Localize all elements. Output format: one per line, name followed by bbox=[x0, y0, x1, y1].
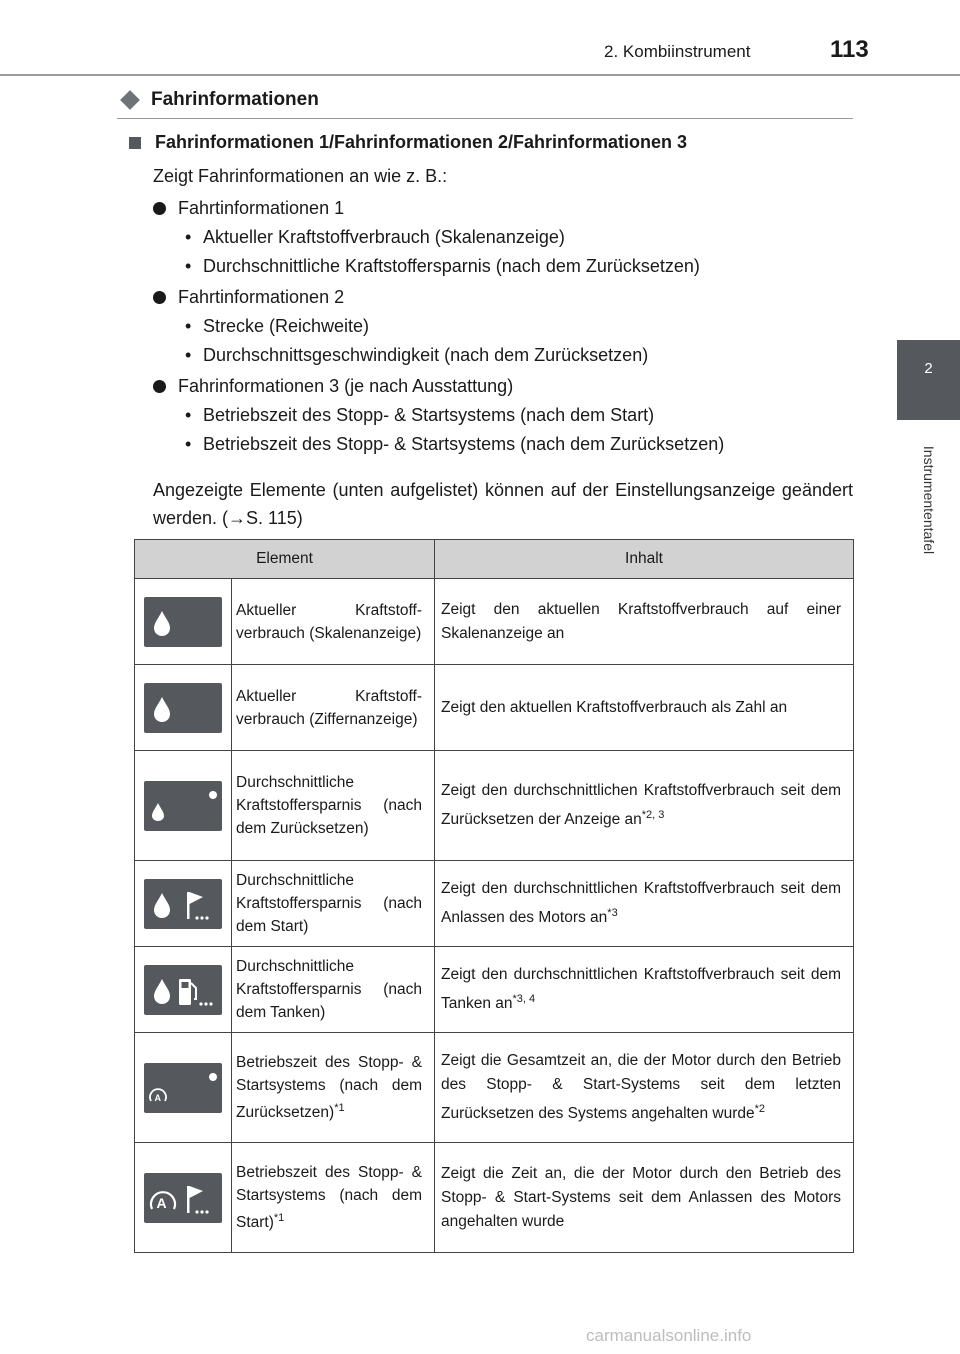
square-bullet-icon bbox=[129, 137, 141, 149]
watermark: carmanualsonline.info bbox=[586, 1326, 752, 1345]
svg-text:A: A bbox=[156, 1194, 167, 1211]
group-heading: Fahrtinformationen 2 bbox=[153, 287, 344, 308]
fuel-drop-icon bbox=[144, 683, 222, 733]
page-number: 113 bbox=[830, 36, 869, 63]
content-description: Zeigt den aktuellen Kraftstoffverbrauch als Zahl an bbox=[441, 698, 788, 716]
content-description: Zeigt den aktuellen Kraftstoffverbrauch auf einer Skalenanzeige an bbox=[441, 600, 841, 642]
content-description: Zeigt den durchschnittlichen Kraftstoffverbrauch seit dem Zurücksetzen der Anzeige an bbox=[441, 781, 841, 829]
circle-bullet-icon bbox=[153, 291, 166, 304]
subsection-heading-text: Fahrinformationen 1/Fahrinformationen 2/Fahrinformationen 3 bbox=[155, 132, 688, 152]
table-row bbox=[135, 1143, 854, 1253]
footnote-marker: *1 bbox=[273, 1211, 285, 1224]
element-label: Durchschnittliche Kraftstoffersparnis (nach dem Zurücksetzen) bbox=[236, 774, 422, 837]
table-row bbox=[135, 751, 854, 861]
element-label: Betriebszeit des Stopp- & Startsystems (nach dem Start) bbox=[236, 1163, 422, 1232]
element-label: Durchschnittliche Kraftstoffersparnis (nach dem Start) bbox=[236, 872, 422, 935]
fuel-drop-icon bbox=[144, 597, 222, 647]
group-heading: Fahrinformationen 3 (je nach Ausstattung) bbox=[153, 376, 513, 397]
content-description: Zeigt die Zeit an, die der Motor durch den Betrieb des Stopp- & Start-Systems seit dem Anlassen des Motors angehalten wurde bbox=[441, 1164, 841, 1230]
header-divider bbox=[0, 74, 960, 76]
list-item: • Betriebszeit des Stopp- & Startsystems (nach dem Start) bbox=[185, 405, 655, 425]
footnote-marker: *2, 3 bbox=[641, 808, 665, 821]
content-description: Zeigt die Gesamtzeit an, die der Motor durch den Betrieb des Stopp- & Start-Systems seit dem letzten Zurücksetzen des Systems angehalten wurde bbox=[441, 1051, 841, 1123]
circle-bullet-icon bbox=[153, 380, 166, 393]
footnote-marker: *3 bbox=[607, 906, 618, 919]
fuel-drop-flag-icon bbox=[144, 879, 222, 929]
chapter-tab bbox=[897, 340, 960, 420]
section-heading bbox=[117, 89, 319, 111]
table-header-inhalt: Inhalt bbox=[435, 540, 854, 579]
section-heading-divider bbox=[117, 118, 853, 119]
element-label: Durchschnittliche Kraftstoffersparnis (nach dem Tanken) bbox=[236, 958, 422, 1021]
section-heading-text: Fahrinformationen bbox=[151, 89, 319, 110]
table-row bbox=[135, 947, 854, 1033]
list-item: • Durchschnittliche Kraftstoffersparnis (nach dem Zurücksetzen) bbox=[185, 256, 700, 276]
element-label: Aktueller Kraftstoffverbrauch (Skalenanzeige) bbox=[236, 601, 422, 642]
list-item: • Betriebszeit des Stopp- & Startsystems (nach dem Zurücksetzen) bbox=[185, 434, 725, 454]
table-header-element: Element bbox=[135, 540, 435, 579]
table-row bbox=[135, 1033, 854, 1143]
diamond-bullet-icon bbox=[120, 90, 140, 110]
svg-text:A: A bbox=[154, 1092, 161, 1103]
info-table bbox=[134, 539, 854, 1253]
table-header-row bbox=[135, 540, 854, 579]
intro-text: Zeigt Fahrinformationen an wie z. B.: bbox=[153, 166, 448, 186]
chapter-tab-number: 2 bbox=[924, 360, 933, 377]
element-label: Betriebszeit des Stopp- & Startsystems (nach dem Zurücksetzen) bbox=[236, 1053, 422, 1122]
table-row bbox=[135, 861, 854, 947]
list-item: • Aktueller Kraftstoffverbrauch (Skalenanzeige) bbox=[185, 227, 565, 247]
group-heading: Fahrtinformationen 1 bbox=[153, 198, 344, 219]
header-section-title: 2. Kombiinstrument bbox=[604, 42, 751, 61]
fuel-drop-reset-icon bbox=[144, 781, 222, 831]
list-item: • Strecke (Reichweite) bbox=[185, 316, 370, 336]
footnote-marker: *3, 4 bbox=[512, 992, 536, 1005]
chapter-tab-label: Instrumententafel bbox=[921, 445, 937, 555]
circle-bullet-icon bbox=[153, 202, 166, 215]
footnote-marker: *2 bbox=[754, 1102, 766, 1115]
table-row bbox=[135, 579, 854, 665]
fuel-drop-pump-icon bbox=[144, 965, 222, 1015]
element-label: Aktueller Kraftstoffverbrauch (Ziffernanzeige) bbox=[236, 687, 422, 728]
content-description: Zeigt den durchschnittlichen Kraftstoffverbrauch seit dem Tanken an bbox=[441, 965, 841, 1013]
stop-start-flag-icon bbox=[144, 1173, 222, 1223]
subsection-heading bbox=[129, 132, 687, 153]
stop-start-reset-icon bbox=[144, 1063, 222, 1113]
table-row bbox=[135, 665, 854, 751]
settings-note: Angezeigte Elemente (unten aufgelistet) können auf der Einstellungsanzeige geändert werden. (→S. 115) bbox=[153, 480, 853, 528]
list-item: • Durchschnittsgeschwindigkeit (nach dem Zurücksetzen) bbox=[185, 345, 649, 365]
content-description: Zeigt den durchschnittlichen Kraftstoffverbrauch seit dem Anlassen des Motors an bbox=[441, 879, 841, 927]
footnote-marker: *1 bbox=[334, 1101, 345, 1114]
